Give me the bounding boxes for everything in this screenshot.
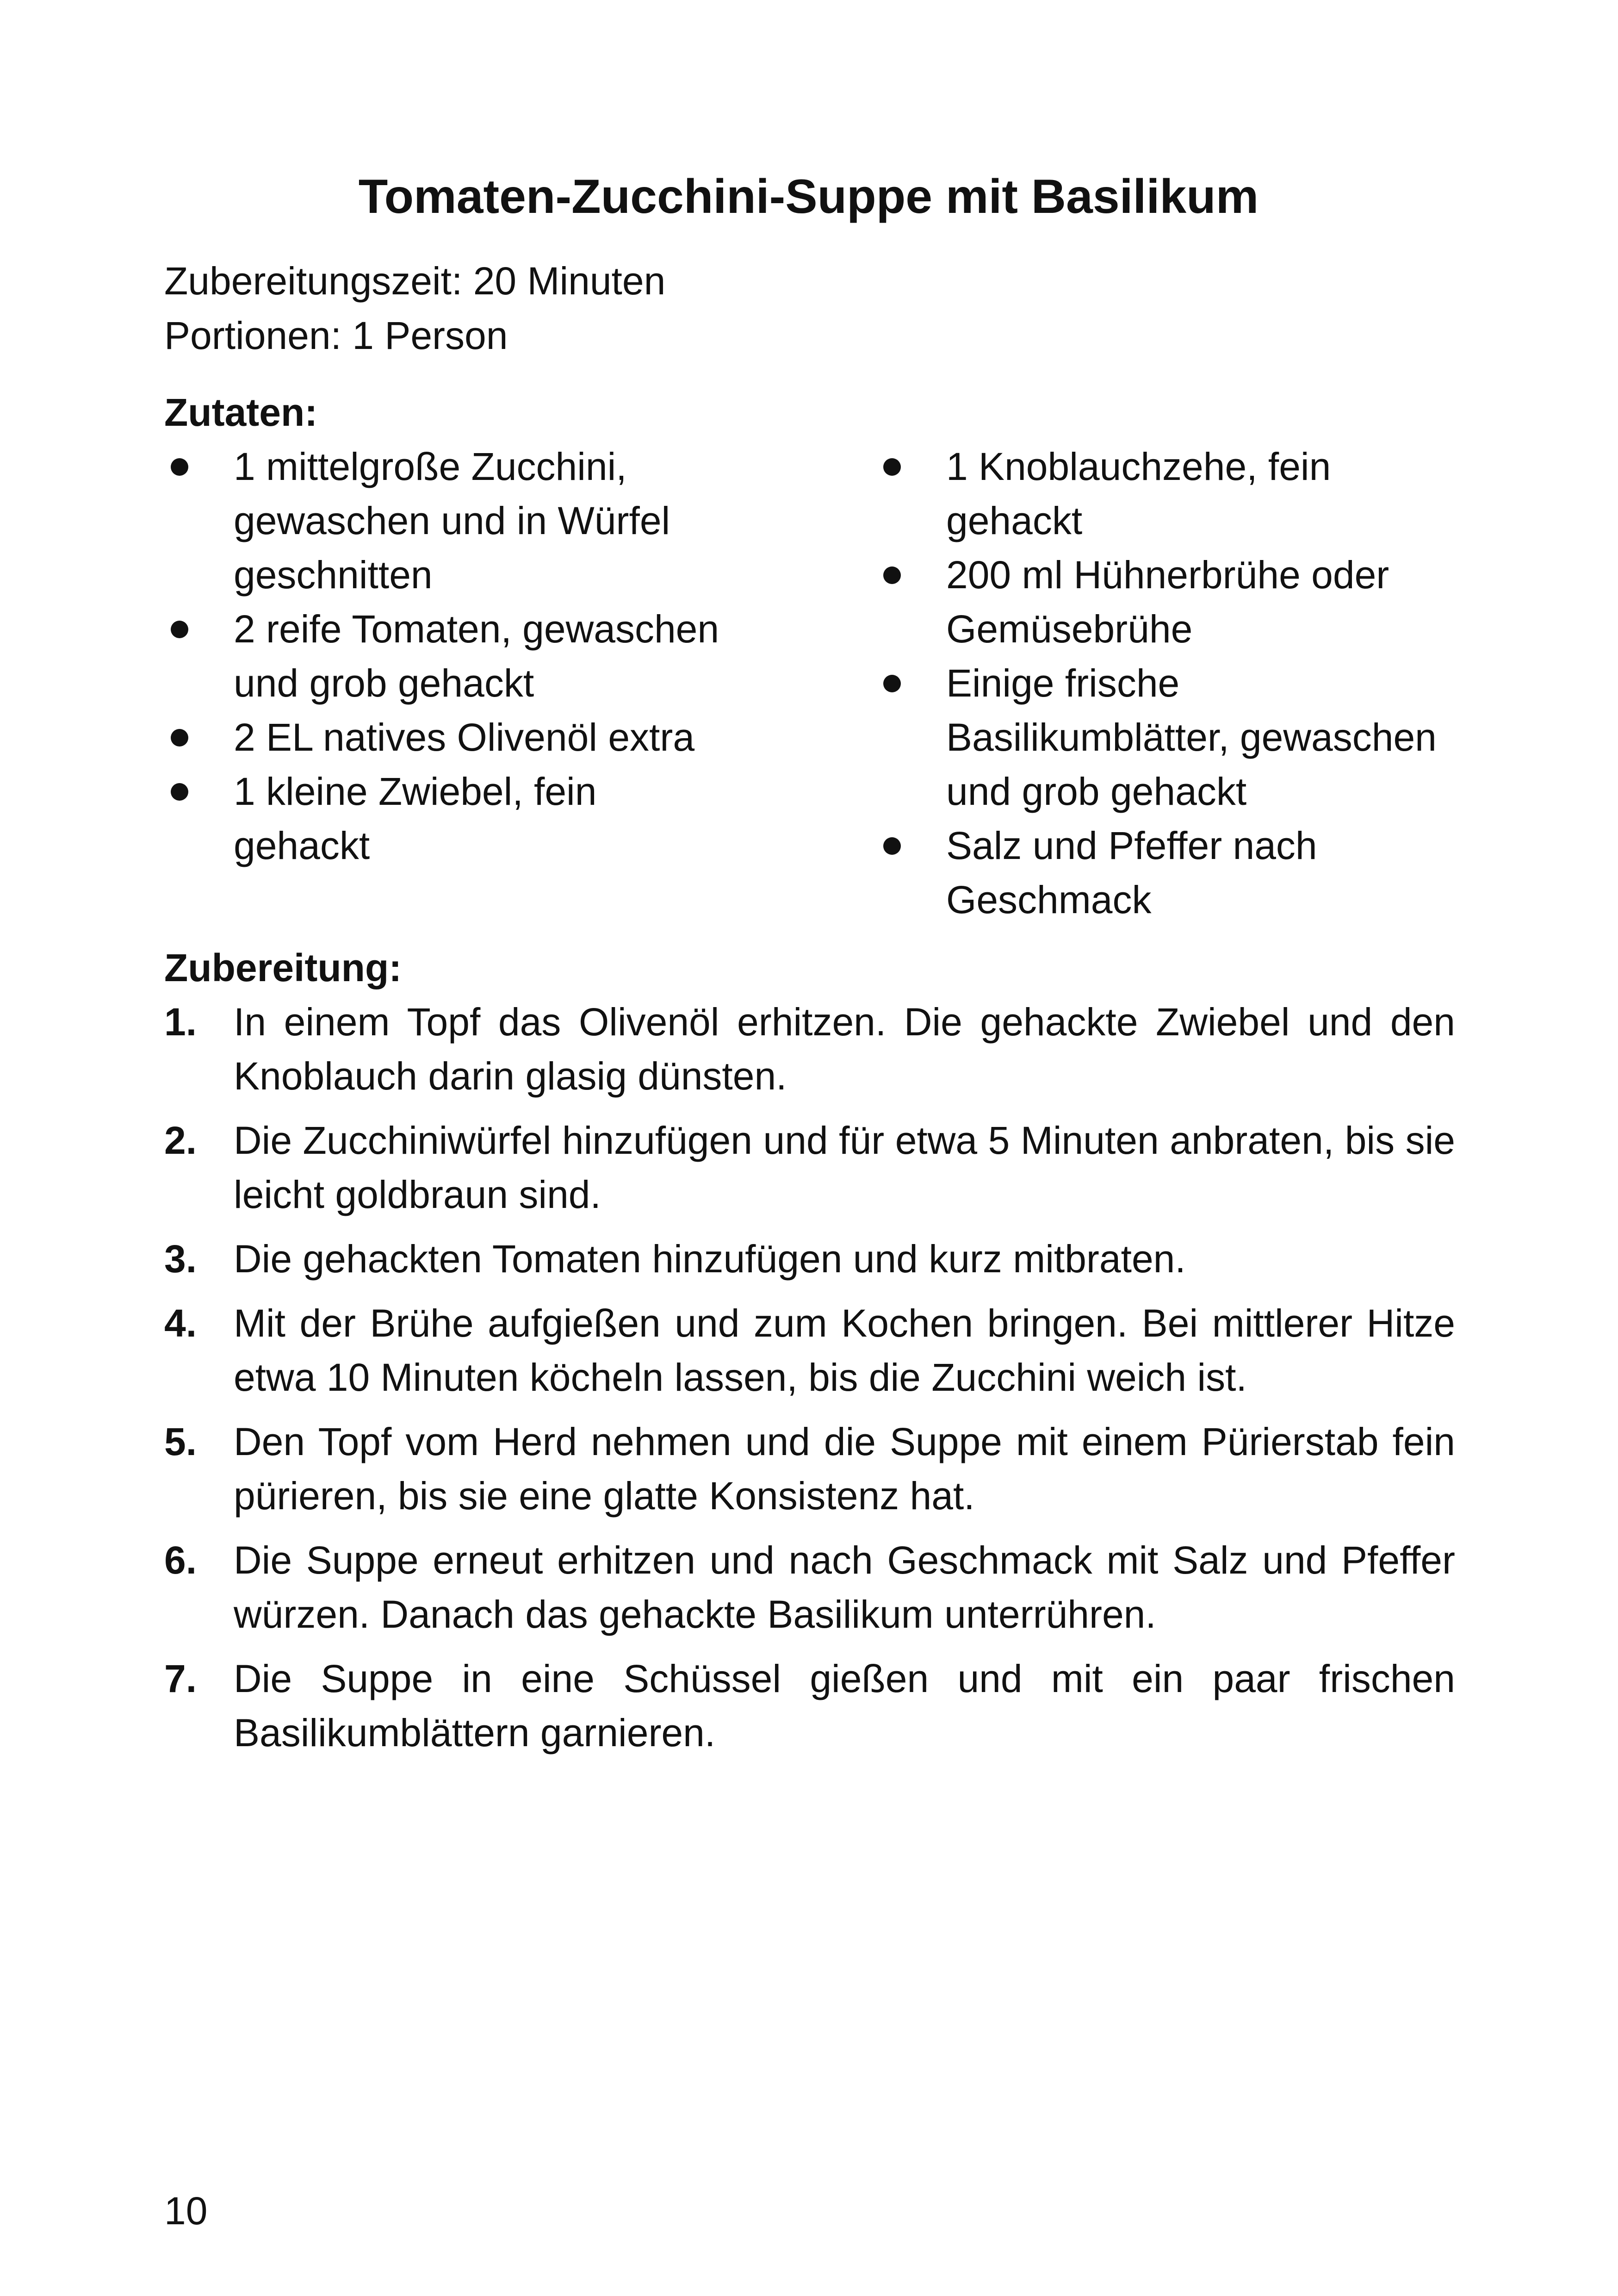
ingredient-item xyxy=(877,656,1455,819)
ingredient-item xyxy=(877,548,1455,656)
step-item xyxy=(164,1232,1455,1286)
page-number: 10 xyxy=(164,2189,208,2233)
step-text: Die Zucchiniwürfel hinzufügen und für etwa 5 Minuten anbraten, bis sie leicht goldbraun sind. xyxy=(234,1119,1455,1216)
bullet-icon xyxy=(171,621,188,638)
ingredient-text: 1 mittelgroße Zucchini, gewaschen und in Würfel geschnitten xyxy=(234,445,670,597)
preparation-steps xyxy=(164,995,1455,1770)
bullet-icon xyxy=(883,566,901,584)
ingredient-text: 1 Knoblauchzehe, fein gehackt xyxy=(946,445,1331,542)
ingredient-text: 1 kleine Zwiebel, fein gehackt xyxy=(234,770,597,867)
ingredient-item xyxy=(164,710,738,765)
step-text: Den Topf vom Herd nehmen und die Suppe mit einem Pürierstab fein pürieren, bis sie eine glatte Konsistenz hat. xyxy=(234,1420,1455,1518)
ingredient-text: Einige frische Basilikumblätter, gewaschen und grob gehackt xyxy=(946,661,1437,813)
step-item xyxy=(164,1533,1455,1642)
ingredient-item xyxy=(164,602,738,710)
step-item xyxy=(164,1415,1455,1523)
step-item xyxy=(164,995,1455,1103)
ingredients-list-right xyxy=(877,440,1455,927)
bullet-icon xyxy=(883,458,901,476)
ingredient-text: 2 reife Tomaten, gewaschen und grob gehackt xyxy=(234,607,719,705)
ingredient-item xyxy=(877,440,1455,548)
ingredient-item xyxy=(877,819,1455,927)
bullet-icon xyxy=(171,783,188,801)
servings: Portionen: 1 Person xyxy=(164,314,508,357)
step-text: Die Suppe in eine Schüssel gießen und mit ein paar frischen Basilikumblättern garnieren. xyxy=(234,1657,1455,1755)
step-number: 3. xyxy=(164,1237,197,1281)
ingredient-text: 200 ml Hühnerbrühe oder Gemüsebrühe xyxy=(946,553,1389,651)
step-number: 1. xyxy=(164,1000,197,1044)
ingredient-item xyxy=(164,440,738,602)
recipe-meta xyxy=(164,254,665,363)
bullet-icon xyxy=(883,837,901,855)
step-number: 2. xyxy=(164,1119,197,1162)
step-text: In einem Topf das Olivenöl erhitzen. Die gehackte Zwiebel und den Knoblauch darin glasig dünsten. xyxy=(234,1000,1455,1098)
bullet-icon xyxy=(171,458,188,476)
bullet-icon xyxy=(883,675,901,692)
step-item xyxy=(164,1114,1455,1222)
ingredients-list-left xyxy=(164,440,738,873)
bullet-icon xyxy=(171,729,188,747)
step-item xyxy=(164,1652,1455,1760)
recipe-title: Tomaten-Zucchini-Suppe mit Basilikum xyxy=(358,170,1259,224)
step-text: Mit der Brühe aufgießen und zum Kochen bringen. Bei mittlerer Hitze etwa 10 Minuten köcheln lassen, bis die Zucchini weich ist. xyxy=(234,1301,1455,1399)
step-number: 6. xyxy=(164,1538,197,1582)
step-number: 4. xyxy=(164,1301,197,1345)
step-number: 5. xyxy=(164,1420,197,1463)
ingredient-item xyxy=(164,765,738,873)
ingredients-heading: Zutaten: xyxy=(164,391,318,434)
ingredient-text: Salz und Pfeffer nach Geschmack xyxy=(946,824,1317,921)
preparation-heading: Zubereitung: xyxy=(164,946,402,989)
ingredient-text: 2 EL natives Olivenöl extra xyxy=(234,716,695,759)
prep-time: Zubereitungszeit: 20 Minuten xyxy=(164,259,666,303)
step-number: 7. xyxy=(164,1657,197,1700)
step-item xyxy=(164,1296,1455,1405)
step-text: Die gehackten Tomaten hinzufügen und kurz mitbraten. xyxy=(234,1237,1186,1281)
step-text: Die Suppe erneut erhitzen und nach Geschmack mit Salz und Pfeffer würzen. Danach das gehackte Basilikum unterrühren. xyxy=(234,1538,1455,1636)
